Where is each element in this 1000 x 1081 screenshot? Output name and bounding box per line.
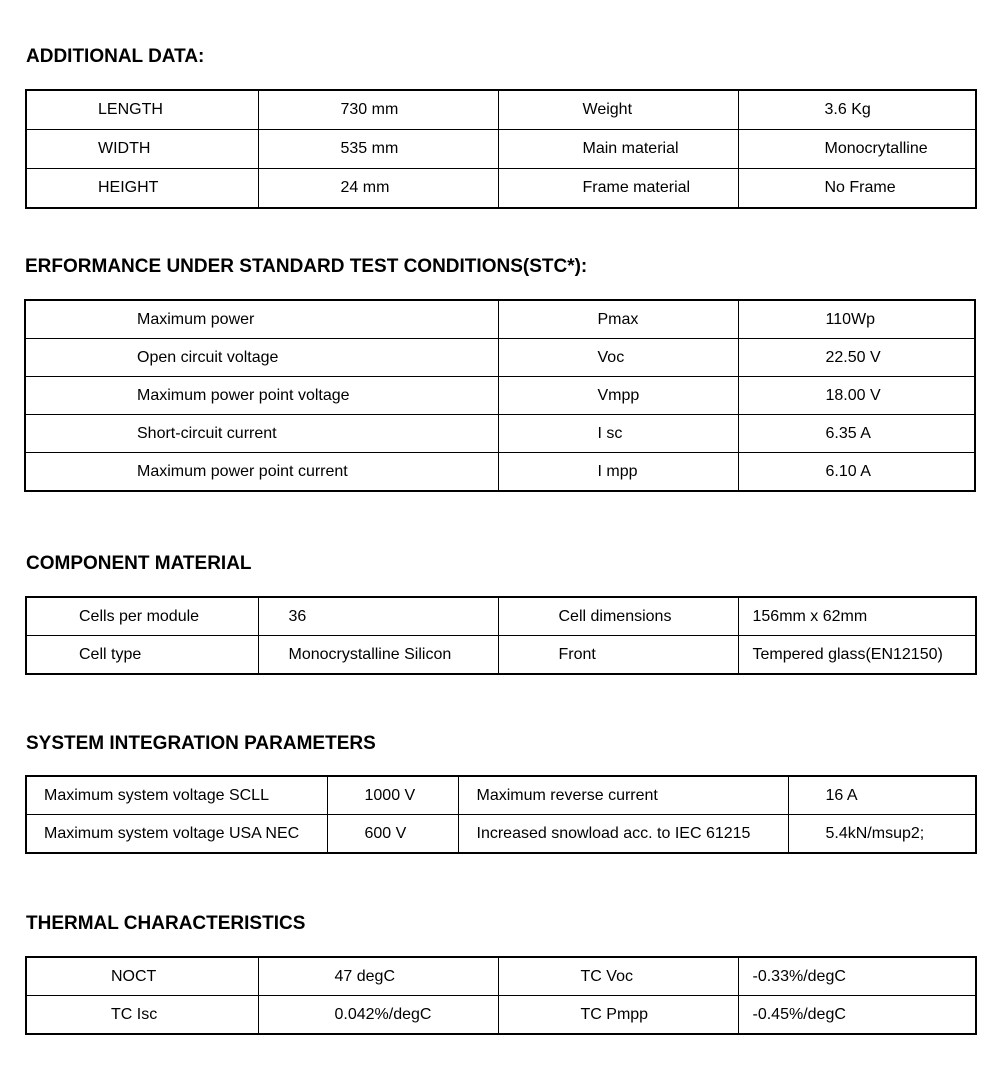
table-row xyxy=(26,636,976,675)
table-row xyxy=(26,169,976,209)
table-cell: Cell dimensions xyxy=(498,597,738,636)
additional-data-table xyxy=(25,89,977,209)
thermal-characteristics-table xyxy=(25,956,977,1035)
table-row xyxy=(26,776,976,815)
table-cell: 24 mm xyxy=(258,169,498,209)
table-cell: -0.33%/degC xyxy=(738,957,976,996)
table-cell: 5.4kN/msup2; xyxy=(788,815,976,854)
table-cell: TC Isc xyxy=(26,996,258,1035)
table-cell: Frame material xyxy=(498,169,738,209)
table-cell: Front xyxy=(498,636,738,675)
table-cell: Short-circuit current xyxy=(25,415,498,453)
table-cell: HEIGHT xyxy=(26,169,258,209)
table-cell: 156mm x 62mm xyxy=(738,597,976,636)
system-integration-heading: SYSTEM INTEGRATION PARAMETERS xyxy=(26,733,376,754)
table-cell: Cell type xyxy=(26,636,258,675)
table-row xyxy=(25,453,975,492)
table-cell: Maximum power xyxy=(25,300,498,339)
table-cell: 47 degC xyxy=(258,957,498,996)
table-cell: 6.10 A xyxy=(738,453,975,492)
table-cell: 22.50 V xyxy=(738,339,975,377)
table-cell: TC Voc xyxy=(498,957,738,996)
component-material-heading: COMPONENT MATERIAL xyxy=(26,553,252,574)
table-row xyxy=(25,415,975,453)
table-cell: -0.45%/degC xyxy=(738,996,976,1035)
system-integration-table xyxy=(25,775,977,854)
table-row xyxy=(26,815,976,854)
table-cell: 1000 V xyxy=(327,776,458,815)
table-cell: Open circuit voltage xyxy=(25,339,498,377)
table-cell: Maximum reverse current xyxy=(458,776,788,815)
table-row xyxy=(26,130,976,169)
table-cell: TC Pmpp xyxy=(498,996,738,1035)
table-cell: 36 xyxy=(258,597,498,636)
table-cell: Maximum system voltage USA NEC xyxy=(26,815,327,854)
table-cell: I sc xyxy=(498,415,738,453)
table-cell: LENGTH xyxy=(26,90,258,130)
table-cell: Monocrystalline Silicon xyxy=(258,636,498,675)
table-cell: Maximum power point current xyxy=(25,453,498,492)
table-cell: WIDTH xyxy=(26,130,258,169)
table-row xyxy=(26,996,976,1035)
table-cell: No Frame xyxy=(738,169,976,209)
table-cell: 18.00 V xyxy=(738,377,975,415)
table-cell: I mpp xyxy=(498,453,738,492)
table-cell: Maximum power point voltage xyxy=(25,377,498,415)
table-cell: 110Wp xyxy=(738,300,975,339)
table-cell: 600 V xyxy=(327,815,458,854)
table-row xyxy=(25,300,975,339)
additional-data-heading: ADDITIONAL DATA: xyxy=(26,46,205,67)
performance-table xyxy=(24,299,976,492)
table-cell: Monocrytalline xyxy=(738,130,976,169)
table-cell: Pmax xyxy=(498,300,738,339)
table-cell: Main material xyxy=(498,130,738,169)
table-cell: 0.042%/degC xyxy=(258,996,498,1035)
table-cell: Tempered glass(EN12150) xyxy=(738,636,976,675)
table-cell: 16 A xyxy=(788,776,976,815)
table-row xyxy=(26,90,976,130)
table-cell: Cells per module xyxy=(26,597,258,636)
component-material-table xyxy=(25,596,977,675)
table-cell: 6.35 A xyxy=(738,415,975,453)
thermal-characteristics-heading: THERMAL CHARACTERISTICS xyxy=(26,913,306,934)
table-cell: Increased snowload acc. to IEC 61215 xyxy=(458,815,788,854)
table-cell: Voc xyxy=(498,339,738,377)
table-cell: 730 mm xyxy=(258,90,498,130)
table-cell: 535 mm xyxy=(258,130,498,169)
table-cell: Weight xyxy=(498,90,738,130)
table-row xyxy=(25,377,975,415)
table-cell: 3.6 Kg xyxy=(738,90,976,130)
table-cell: NOCT xyxy=(26,957,258,996)
table-row xyxy=(26,597,976,636)
table-row xyxy=(25,339,975,377)
performance-heading: ERFORMANCE UNDER STANDARD TEST CONDITIONS(STC*): xyxy=(25,256,588,277)
table-cell: Vmpp xyxy=(498,377,738,415)
table-cell: Maximum system voltage SCLL xyxy=(26,776,327,815)
table-row xyxy=(26,957,976,996)
